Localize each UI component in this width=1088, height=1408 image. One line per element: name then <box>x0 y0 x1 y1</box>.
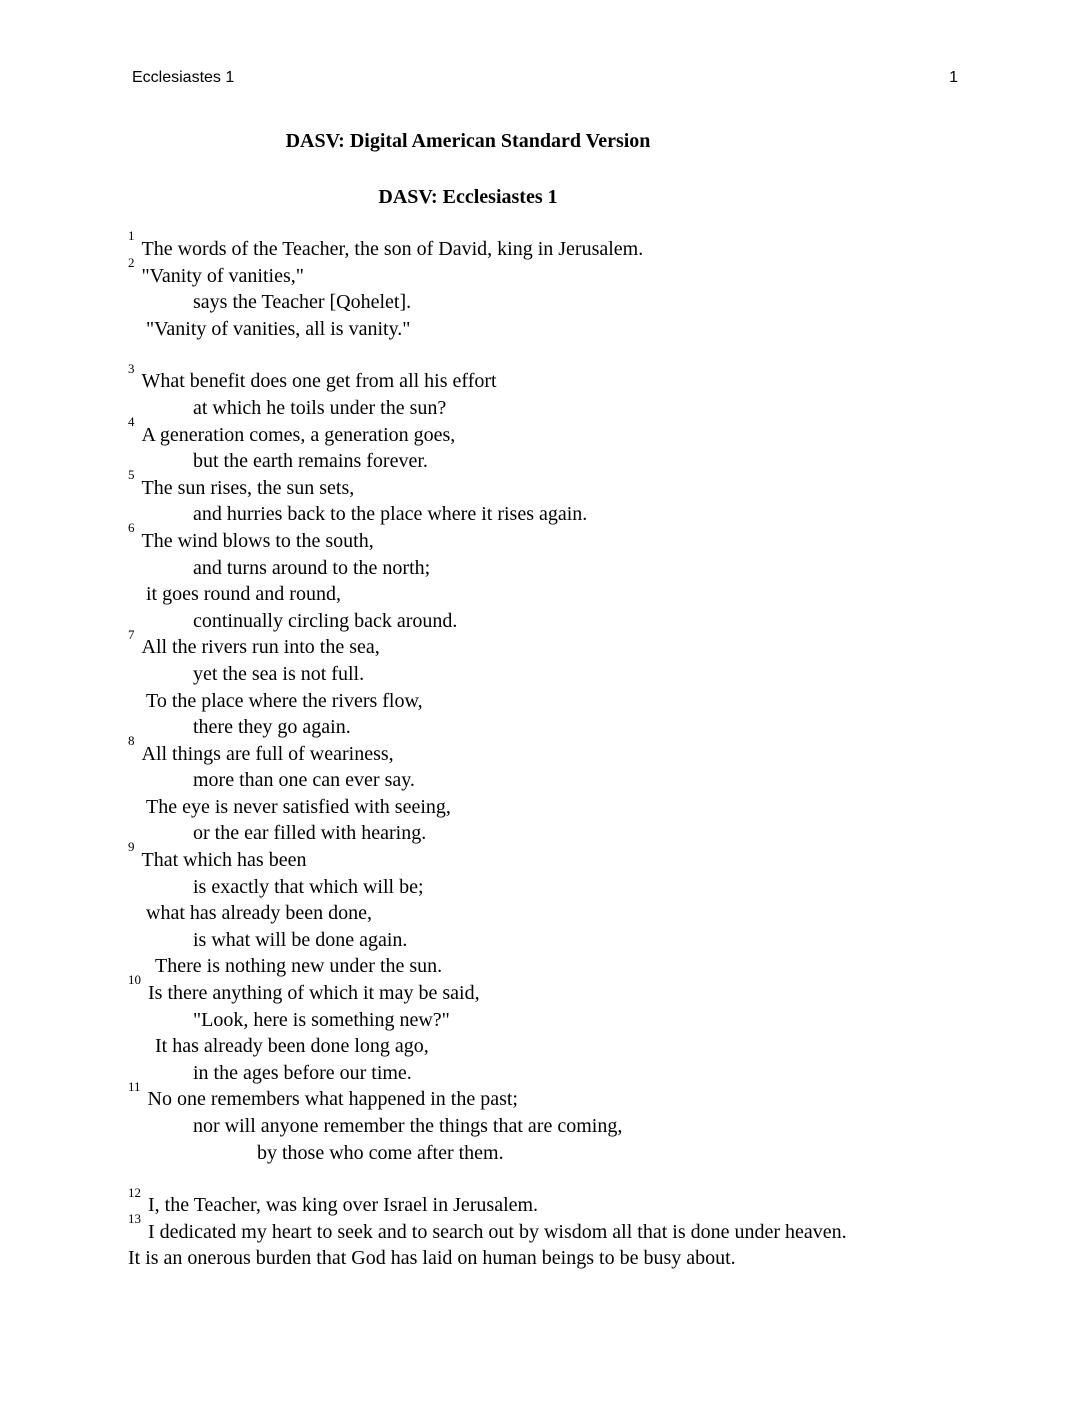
page-content <box>128 128 960 1272</box>
version-title: DASV: Digital American Standard Version <box>285 130 651 152</box>
verse-line <box>128 1060 960 1087</box>
verse-line <box>128 953 960 980</box>
verse-body <box>128 228 960 1272</box>
verse-text: more than one can ever say. <box>193 769 415 792</box>
verse-text: in the ages before our time. <box>193 1061 412 1084</box>
verse-number: 6 <box>128 520 135 536</box>
verse-text: A generation comes, a generation goes, <box>141 423 456 446</box>
verse-text: and turns around to the north; <box>193 556 431 579</box>
verse-number: 11 <box>128 1078 141 1094</box>
verse-number: 9 <box>128 839 135 855</box>
verse-line <box>128 254 960 290</box>
verse-text: No one remembers what happened in the past; <box>147 1088 518 1111</box>
verse-line <box>128 1113 960 1140</box>
verse-line <box>128 972 960 1007</box>
verse-number: 13 <box>128 1211 141 1227</box>
verse-text: it goes round and round, <box>146 583 341 606</box>
verse-number: 2 <box>128 254 135 270</box>
verse-line <box>128 467 960 502</box>
verse-text: To the place where the rivers flow, <box>146 689 423 712</box>
verse-text: All things are full of weariness, <box>141 742 394 765</box>
running-header <box>132 68 958 88</box>
verse-text: Is there anything of which it may be said, <box>148 982 480 1005</box>
verse-line <box>128 1245 960 1272</box>
verse-line <box>128 1211 960 1246</box>
verse-line <box>128 1007 960 1034</box>
verse-line <box>128 1140 960 1167</box>
verse-text: says the Teacher [Qohelet]. <box>193 291 412 314</box>
verse-number: 4 <box>128 413 135 429</box>
verse-number: 10 <box>128 972 141 988</box>
verse-text: I dedicated my heart to seek and to search out by wisdom all that is done under heaven. <box>148 1220 847 1243</box>
verse-text: there they go again. <box>193 716 351 739</box>
verse-line <box>128 1033 960 1060</box>
verse-text: and hurries back to the place where it rises again. <box>193 503 588 526</box>
verse-text: "Look, here is something new?" <box>193 1008 450 1031</box>
verse-text: All the rivers run into the sea, <box>141 636 380 659</box>
verse-text: What benefit does one get from all his effort <box>141 370 497 393</box>
chapter-title: DASV: Ecclesiastes 1 <box>378 186 558 208</box>
verse-line <box>128 360 960 395</box>
verse-text: There is nothing new under the sun. <box>155 955 443 978</box>
verse-line <box>128 874 960 901</box>
stanza <box>128 1184 960 1272</box>
verse-number: 7 <box>128 626 135 642</box>
verse-text: at which he toils under the sun? <box>193 396 447 419</box>
verse-line <box>128 289 960 316</box>
verse-line <box>128 794 960 821</box>
verse-number: 3 <box>128 360 135 376</box>
verse-text: but the earth remains forever. <box>193 450 428 473</box>
verse-text: The eye is never satisfied with seeing, <box>146 795 451 818</box>
verse-text: continually circling back around. <box>193 609 458 632</box>
verse-line <box>128 555 960 582</box>
verse-text: is exactly that which will be; <box>193 875 424 898</box>
verse-line <box>128 1078 960 1113</box>
verse-text: or the ear filled with hearing. <box>193 822 427 845</box>
verse-line <box>128 927 960 954</box>
verse-line <box>128 395 960 422</box>
verse-line <box>128 900 960 927</box>
verse-text: "Vanity of vanities," <box>141 264 304 287</box>
verse-line <box>128 228 960 263</box>
stanza <box>128 360 960 1166</box>
header-section-label: Ecclesiastes 1 <box>132 69 235 86</box>
verse-line <box>128 413 960 449</box>
verse-line <box>128 839 960 874</box>
verse-text: what has already been done, <box>146 902 373 925</box>
verse-text: yet the sea is not full. <box>193 662 365 685</box>
verse-text: That which has been <box>141 849 307 872</box>
verse-number: 12 <box>128 1184 141 1200</box>
verse-text: nor will anyone remember the things that are coming, <box>193 1115 623 1137</box>
verse-line <box>128 626 960 661</box>
stanza <box>128 228 960 342</box>
verse-text: The words of the Teacher, the son of David, king in Jerusalem. <box>141 238 644 260</box>
verse-line <box>128 581 960 608</box>
header-page-number: 1 <box>949 69 958 86</box>
verse-text: The wind blows to the south, <box>141 529 374 552</box>
verse-text: is what will be done again. <box>193 928 408 951</box>
verse-text: It is an onerous burden that God has laid on human beings to be busy about. <box>128 1247 736 1270</box>
verse-line <box>128 520 960 555</box>
verse-line <box>128 820 960 847</box>
verse-line <box>128 714 960 741</box>
verse-number: 8 <box>128 733 135 749</box>
verse-text: I, the Teacher, was king over Israel in Jerusalem. <box>148 1194 539 1217</box>
verse-line <box>128 1184 960 1219</box>
verse-text: It has already been done long ago, <box>155 1035 429 1058</box>
verse-text: by those who come after them. <box>257 1141 504 1164</box>
verse-line <box>128 448 960 475</box>
verse-line <box>128 661 960 688</box>
verse-line <box>128 316 960 343</box>
verse-line <box>128 733 960 768</box>
verse-number: 1 <box>128 228 135 244</box>
verse-line <box>128 608 960 635</box>
verse-text: The sun rises, the sun sets, <box>141 476 355 499</box>
verse-line <box>128 501 960 528</box>
verse-line <box>128 767 960 794</box>
verse-number: 5 <box>128 467 135 483</box>
verse-line <box>128 688 960 715</box>
verse-text: "Vanity of vanities, all is vanity." <box>146 317 411 340</box>
